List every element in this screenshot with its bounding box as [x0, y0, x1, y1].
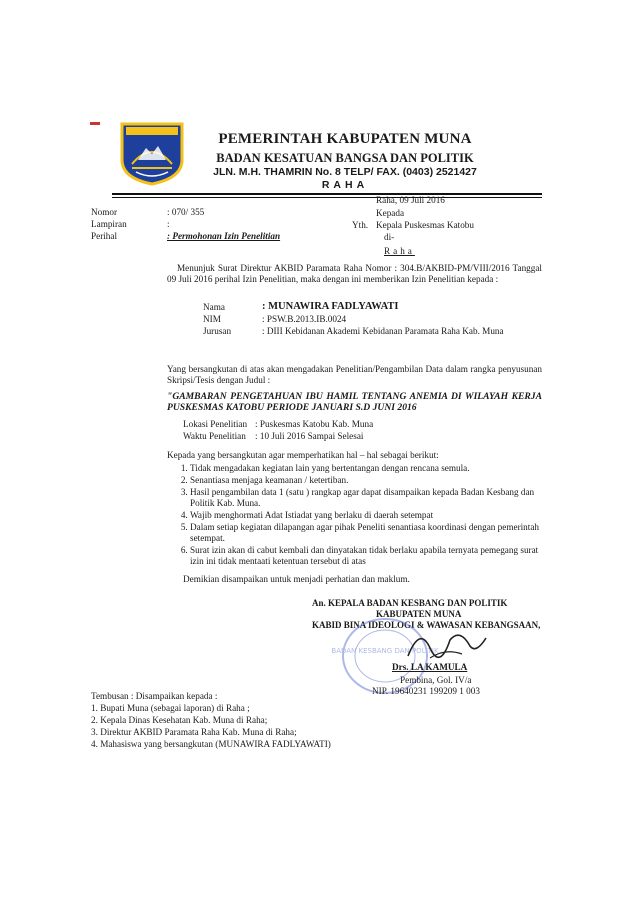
letterhead-address: JLN. M.H. THAMRIN No. 8 TELP/ FAX. (0403) 2521427 [213, 166, 477, 178]
closing-sentence: Demikian disampaikan untuk menjadi perhatian dan maklum. [183, 574, 410, 584]
letterhead-rule-thin [112, 197, 542, 198]
letterhead-rule-thick [112, 193, 542, 195]
waktu-label: Waktu Penelitian [183, 431, 246, 441]
signature-title-1: An. KEPALA BADAN KESBANG DAN POLITIK [312, 598, 508, 608]
research-paragraph: Yang bersangkutan di atas akan mengadakan Penelitian/Pengambilan Data dalam rangka penyusunan Skripsi/Tesis dengan Judul : [167, 364, 542, 385]
letter-date: Raha, 09 Juli 2016 [376, 195, 445, 205]
waktu-value: : 10 Juli 2016 Sampai Selesai [255, 431, 364, 441]
condition-item: 1. Tidak mengadakan kegiatan lain yang bertentangan dengan rencana semula. [190, 463, 542, 474]
cc-title: Tembusan : Disampaikan kepada : [91, 691, 218, 701]
condition-item: 5. Dalam setiap kegiatan dilapangan agar pihak Peneliti senantiasa koordinasi dengan pemerintah setempat. [190, 522, 542, 544]
nomor-label: Nomor [91, 207, 118, 217]
cc-item: 4. Mahasiswa yang bersangkutan (MUNAWIRA FADLYAWATI) [91, 739, 331, 749]
nama-label: Nama [203, 302, 225, 312]
conditions-intro: Kepada yang bersangkutan agar memperhatikan hal – hal sebagai berikut: [167, 450, 439, 460]
stamp-text: BADAN KESBANG DAN POLITIK [331, 647, 439, 655]
lokasi-label: Lokasi Penelitian [183, 419, 248, 429]
recipient-place: Raha [384, 246, 415, 256]
lampiran-value: : [167, 219, 170, 229]
kepada-label: Kepada [376, 208, 405, 218]
condition-item: 4. Wajib menghormati Adat Istiadat yang berlaku di daerah setempat [190, 510, 542, 521]
lampiran-label: Lampiran [91, 219, 127, 229]
addressee: Kepala Puskesmas Katobu [376, 220, 474, 230]
nim-label: NIM [203, 314, 221, 324]
perihal-label: Perihal [91, 231, 118, 241]
di-label: di- [384, 232, 395, 242]
signatory-rank: Pembina, Gol. IV/a [400, 675, 472, 685]
handwritten-signature [400, 618, 490, 668]
lokasi-value: : Puskesmas Katobu Kab. Muna [255, 419, 374, 429]
intro-paragraph: Menunjuk Surat Direktur AKBID Paramata Raha Nomor : 304.B/AKBID-PM/VIII/2016 Tanggal 09 Juli 2016 perihal Izin Penelitian, maka dengan ini memberikan Izin Penelitian kepada : [167, 263, 542, 284]
cc-item: 2. Kepala Dinas Kesehatan Kab. Muna di Raha; [91, 715, 268, 725]
signature-title-3: KABID BINA IDEOLOGI & WAWASAN KEBANGSAAN, [312, 620, 541, 630]
research-title: "GAMBARAN PENGETAHUAN IBU HAMIL TENTANG ANEMIA DI WILAYAH KERJA PUSKESMAS KATOBU PERIODE JANUARI S.D JUNI 2016 [167, 391, 542, 413]
nama-value: : MUNAWIRA FADLYAWATI [262, 301, 399, 312]
letterhead-agency: BADAN KESATUAN BANGSA DAN POLITIK [216, 151, 474, 165]
perihal-value: : Permohonan Izin Penelitian [167, 231, 281, 241]
cc-item: 3. Direktur AKBID Paramata Raha Kab. Muna di Raha; [91, 727, 297, 737]
nomor-value: : 070/ 355 [167, 207, 205, 217]
jurusan-label: Jurusan [203, 326, 232, 336]
stray-mark [90, 122, 100, 125]
condition-item: 2. Senantiasa menjaga keamanan / ketertiban. [190, 475, 542, 486]
condition-item: 3. Hasil pengambilan data 1 (satu ) rangkap agar dapat disampaikan kepada Badan Kesbang dan Politik Kab. Muna. [190, 487, 542, 509]
yth-label: Yth. [352, 220, 369, 230]
letterhead-city: RAHA [321, 179, 369, 191]
jurusan-value: : DIII Kebidanan Akademi Kebidanan Paramata Raha Kab. Muna [262, 326, 504, 336]
regency-emblem-logo [118, 120, 186, 186]
signatory-nip: NIP. 19640231 199209 1 003 [372, 686, 480, 696]
signature-title-2: KABUPATEN MUNA [376, 609, 462, 619]
cc-item: 1. Bupati Muna (sebagai laporan) di Raha ; [91, 703, 250, 713]
conditions-list [172, 463, 542, 568]
letterhead-government: PEMERINTAH KABUPATEN MUNA [218, 131, 472, 147]
condition-item: 6. Surat izin akan di cabut kembali dan dinyatakan tidak berlaku apabila ternyata pemegang surat izin ini tidak mentaati ketentuan tersebut di atas [190, 545, 542, 567]
signatory-name: Drs. LA KAMULA [392, 662, 468, 672]
nim-value: : PSW.B.2013.IB.0024 [262, 314, 347, 324]
